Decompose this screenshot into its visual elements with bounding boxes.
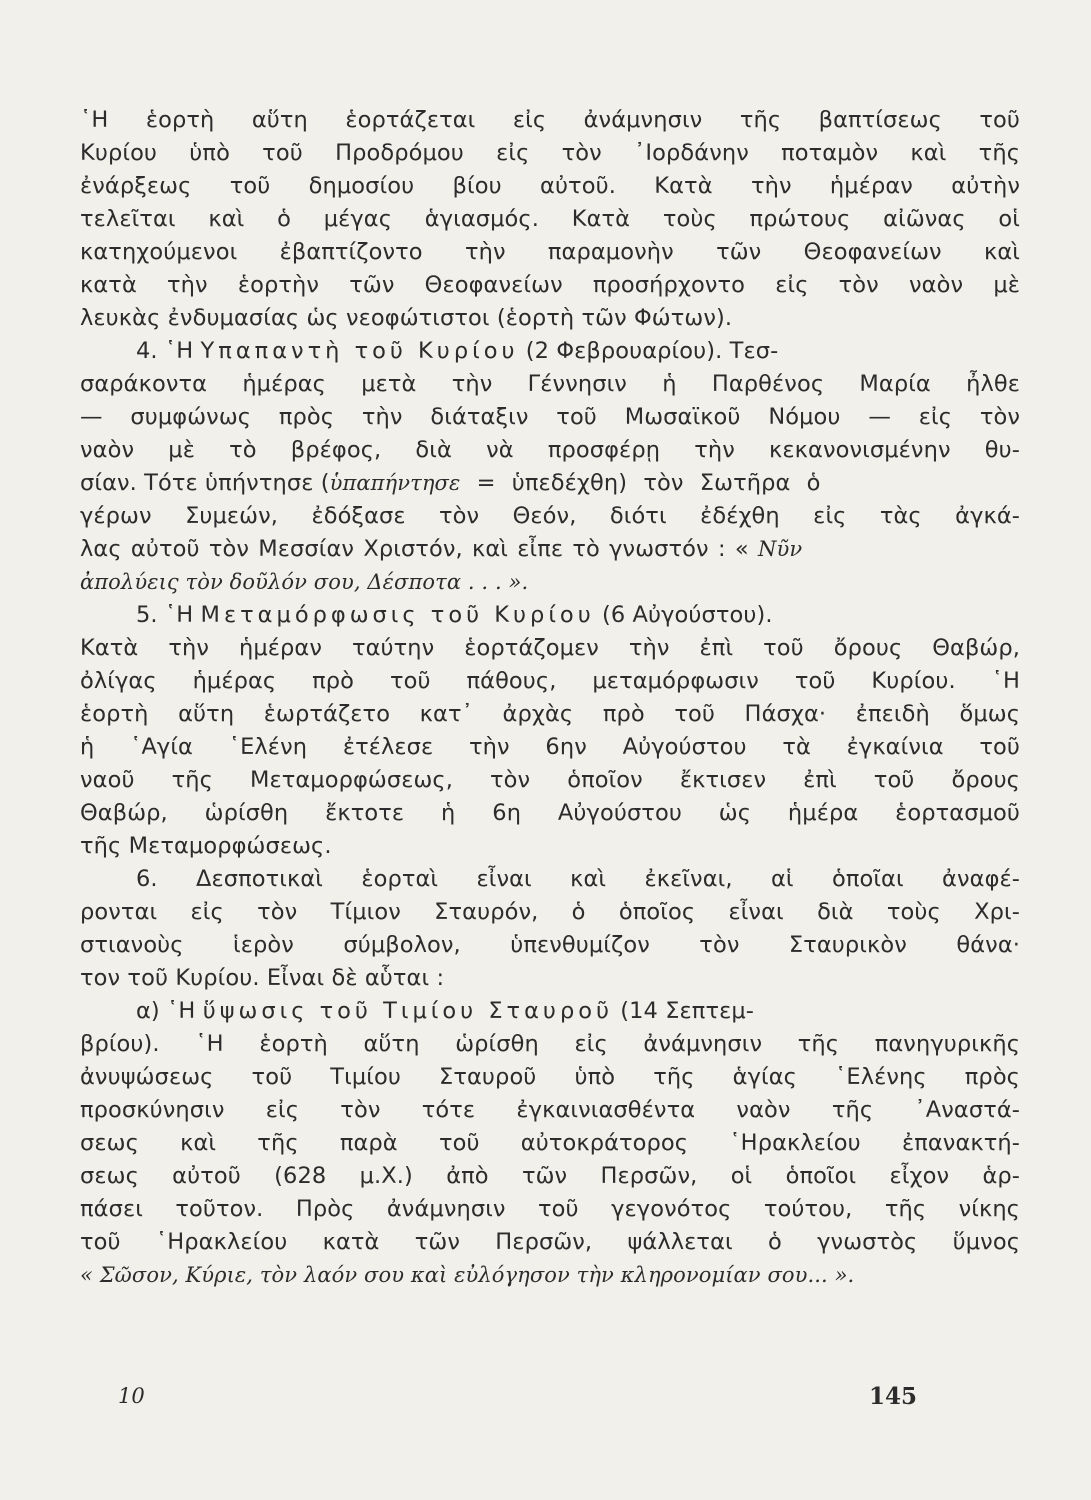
text-line: ναοῦ τῆς Μεταμορφώσεως, τὸν ὁποῖον ἔκτισεν ἐπὶ τοῦ ὄρους xyxy=(80,767,1020,793)
quote-line: ἀπολύεις τὸν δοῦλόν σου, Δέσποτα . . . ». xyxy=(80,570,529,594)
section-heading-5: 5. ῾Η Μεταμόρφωσις τοῦ Κυρίου (6 Αὐγούστου). xyxy=(80,599,1020,632)
text-line: σεως αὐτοῦ (628 μ.Χ.) ἀπὸ τῶν Περσῶν, οἱ ὁποῖοι εἶχον ἁρ- xyxy=(80,1163,1020,1189)
page-number: 145 xyxy=(869,1383,918,1410)
text-line: πάσει τοῦτον. Πρὸς ἀνάμνησιν τοῦ γεγονότος τούτου, τῆς νίκης xyxy=(80,1196,1020,1222)
section-heading-4: 4. ῾Η Υπαπαντὴ τοῦ Κυρίου (2 Φεβρουαρίου). Τεσ- xyxy=(80,335,1020,368)
text-line: σίαν. Τότε ὑπήντησε ( ὑπαπήντησε = ὑπεδέχθη) τὸν Σωτῆρα ὁ xyxy=(80,470,821,496)
text-line: ἡ ῾Αγία ῾Ελένη ἐτέλεσε τὴν 6ην Αὐγούστου τὰ ἐγκαίνια τοῦ xyxy=(80,734,1020,760)
text-line: σεως καὶ τῆς παρὰ τοῦ αὐτοκράτορος ῾Ηρακλείου ἐπανακτή- xyxy=(80,1130,1020,1156)
text-line: Κατὰ τὴν ἡμέραν ταύτην ἑορτάζομεν τὴν ἐπὶ τοῦ ὄρους Θαβώρ, xyxy=(80,635,1020,661)
body-text xyxy=(80,104,1020,1292)
text-line: σαράκοντα ἡμέρας μετὰ τὴν Γέννησιν ἡ Παρθένος Μαρία ἦλθε xyxy=(80,371,1020,397)
section-heading-a: α) ῾Η ὕψωσις τοῦ Τιμίου Σταυροῦ (14 Σεπτεμ- xyxy=(80,995,1020,1028)
text-line: Θαβώρ, ὡρίσθη ἔκτοτε ἡ 6η Αὐγούστου ὡς ἡμέρα ἑορτασμοῦ xyxy=(80,800,1020,826)
text-line: στιανοὺς ἱερὸν σύμβολον, ὑπενθυμίζον τὸν Σταυρικὸν θάνα· xyxy=(80,932,1020,958)
text-line: ἀνυψώσεως τοῦ Τιμίου Σταυροῦ ὑπὸ τῆς ἁγίας ῾Ελένης πρὸς xyxy=(80,1064,1020,1090)
text-line: ῾Η ἑορτὴ αὕτη ἑορτάζεται εἰς ἀνάμνησιν τῆς βαπτίσεως τοῦ xyxy=(80,107,1020,133)
text-line: ἑορτὴ αὕτη ἑωρτάζετο κατ᾿ ἀρχὰς πρὸ τοῦ Πάσχα· ἐπειδὴ ὅμως xyxy=(80,701,1020,727)
text-line: Κυρίου ὑπὸ τοῦ Προδρόμου εἰς τὸν ᾿Ιορδάνην ποταμὸν καὶ τῆς xyxy=(80,140,1020,166)
text-line: λας αὐτοῦ τὸν Μεσσίαν Χριστόν, καὶ εἶπε τὸ γνωστόν : « Νῦν xyxy=(80,536,803,562)
text-line: ναὸν μὲ τὸ βρέφος, διὰ νὰ προσφέρῃ τὴν κεκανονισμένην θυ- xyxy=(80,437,1020,463)
text-line: τον τοῦ Κυρίου. Εἶναι δὲ αὗται : xyxy=(80,965,445,991)
text-line: τοῦ ῾Ηρακλείου κατὰ τῶν Περσῶν, ψάλλεται ὁ γνωστὸς ὕμνος xyxy=(80,1229,1020,1255)
feast-title: ὕψωσις τοῦ Τιμίου Σταυροῦ xyxy=(202,998,614,1024)
text-line: γέρων Συμεών, ἐδόξασε τὸν Θεόν, διότι ἐδέχθη εἰς τὰς ἀγκά- xyxy=(80,503,1020,529)
text-line: κατηχούμενοι ἐβαπτίζοντο τὴν παραμονὴν τῶν Θεοφανείων καὶ xyxy=(80,239,1020,265)
text-line: κατὰ τὴν ἑορτὴν τῶν Θεοφανείων προσήρχοντο εἰς τὸν ναὸν μὲ xyxy=(80,272,1020,298)
text-line: βρίου). ῾Η ἑορτὴ αὕτη ὡρίσθη εἰς ἀνάμνησιν τῆς πανηγυρικῆς xyxy=(80,1031,1020,1057)
text-line: — συμφώνως πρὸς τὴν διάταξιν τοῦ Μωσαϊκοῦ Νόμου — εἰς τὸν xyxy=(80,404,1020,430)
hymn-quote: « Σῶσον, Κύριε, τὸν λαόν σου καὶ εὐλόγησον τὴν κληρονομίαν σου... ». xyxy=(80,1263,855,1287)
text-line: ρονται εἰς τὸν Τίμιον Σταυρόν, ὁ ὁποῖος εἶναι διὰ τοὺς Χρι- xyxy=(80,899,1020,925)
text-line: ὀλίγας ἡμέρας πρὸ τοῦ πάθους, μεταμόρφωσιν τοῦ Κυρίου. ῾Η xyxy=(80,668,1020,694)
feast-title: Μεταμόρφωσις τοῦ Κυρίου xyxy=(200,602,595,628)
section-heading-6: 6. Δεσποτικαὶ ἑορταὶ εἶναι καὶ ἐκεῖναι, αἱ ὁποῖαι ἀναφέ- xyxy=(136,866,1020,892)
text-line: τελεῖται καὶ ὁ μέγας ἁγιασμός. Κατὰ τοὺς πρώτους αἰῶνας οἱ xyxy=(80,206,1020,232)
signature-mark: 10 xyxy=(118,1384,145,1408)
text-line: λευκὰς ἐνδυμασίας ὡς νεοφώτιστοι (ἑορτὴ τῶν Φώτων). xyxy=(80,305,733,331)
text-line: προσκύνησιν εἰς τὸν τότε ἐγκαινιασθέντα ναὸν τῆς ᾿Αναστά- xyxy=(80,1097,1020,1123)
text-line: ἐνάρξεως τοῦ δημοσίου βίου αὐτοῦ. Κατὰ τὴν ἡμέραν αὐτὴν xyxy=(80,173,1020,199)
feast-title: Υπαπαντὴ τοῦ Κυρίου xyxy=(200,338,519,364)
text-line: τῆς Μεταμορφώσεως. xyxy=(80,833,332,859)
